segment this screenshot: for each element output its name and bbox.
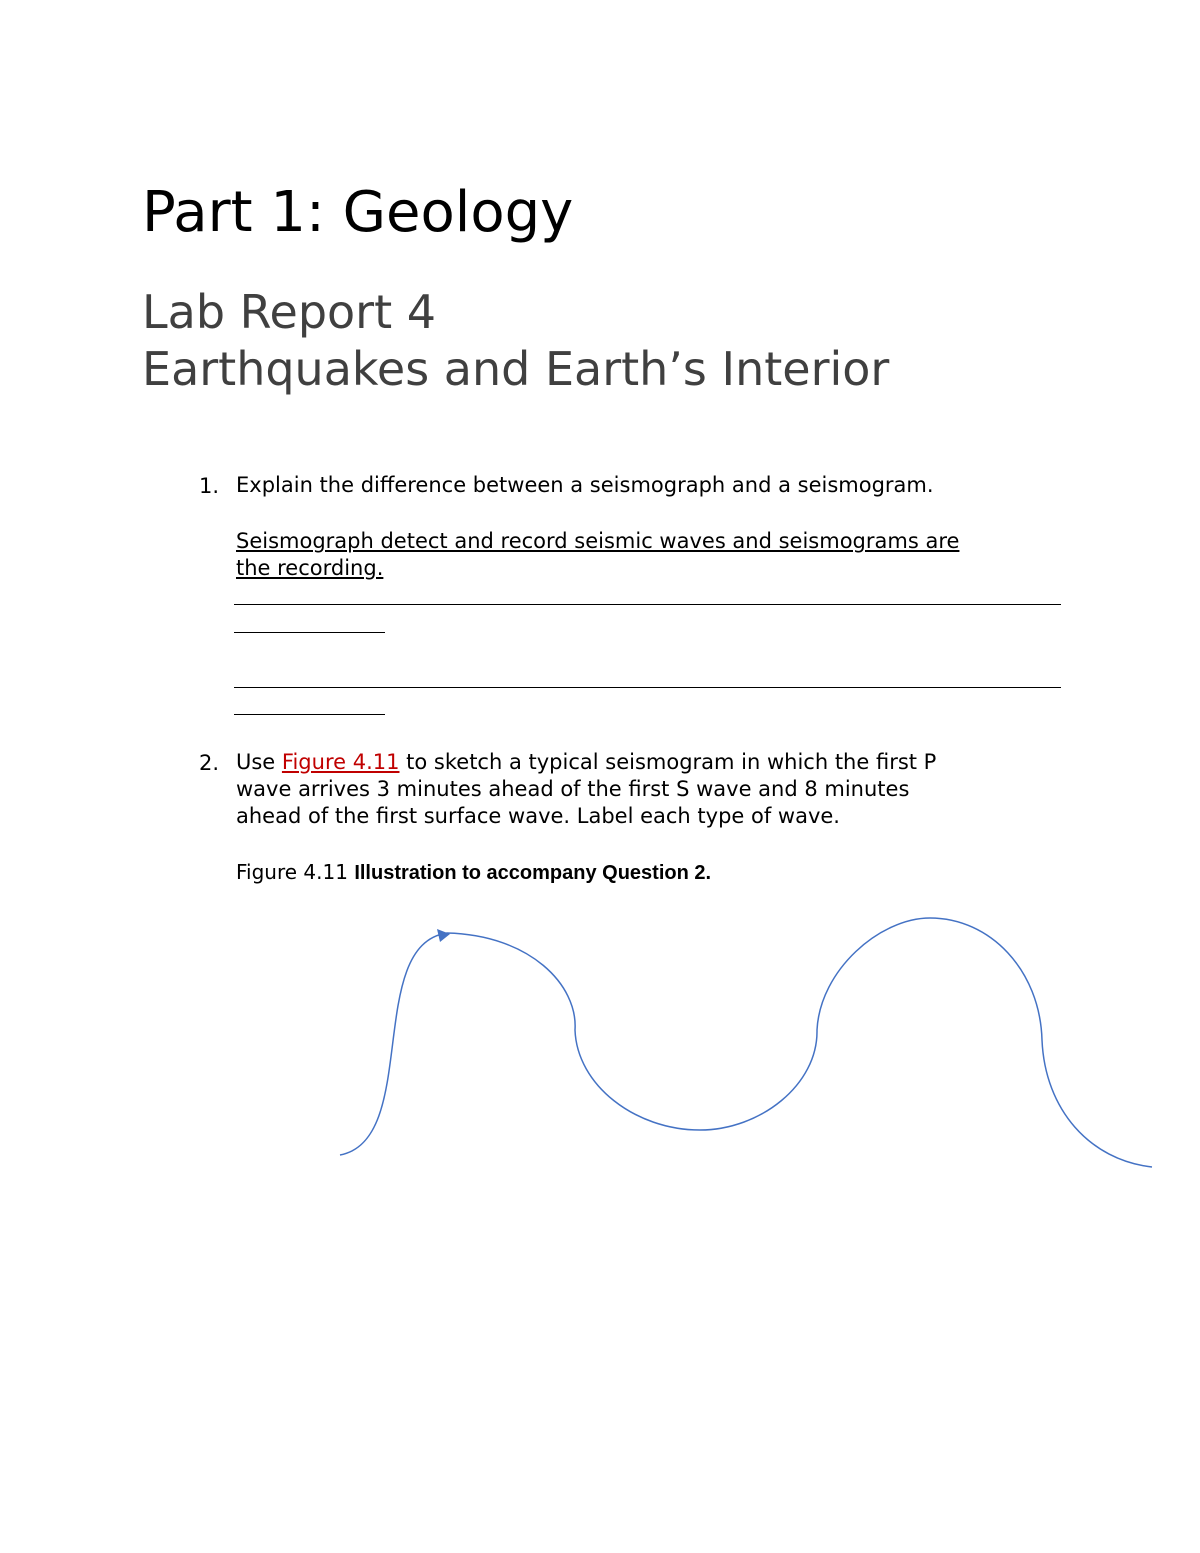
question-2-text-start: Use	[236, 750, 282, 774]
answer-1-line-1[interactable]: Seismograph detect and record seismic waves and seismograms are	[236, 529, 960, 553]
lab-topic: Earthquakes and Earth’s Interior	[142, 342, 890, 396]
answer-1-line-2[interactable]: the recording.	[236, 556, 384, 580]
question-2-text-line-3: ahead of the first surface wave. Label each type of wave.	[236, 804, 840, 828]
question-2-number: 2.	[199, 751, 220, 775]
figure-label: Figure 4.11	[236, 860, 355, 884]
question-1-text: Explain the difference between a seismograph and a seismogram.	[236, 473, 934, 497]
question-2-text-rest: to sketch a typical seismogram in which the first P	[399, 750, 937, 774]
arrowhead-icon	[437, 929, 450, 942]
figure-caption-text: Illustration to accompany Question 2.	[354, 862, 712, 884]
page-title: Part 1: Geology	[142, 180, 574, 245]
wave-curve	[340, 918, 1152, 1167]
question-1-number: 1.	[199, 474, 220, 498]
question-2-text-line-2: wave arrives 3 minutes ahead of the first S wave and 8 minutes	[236, 777, 910, 801]
lab-number: Lab Report 4	[142, 285, 437, 339]
figure-4-11-link[interactable]: Figure 4.11	[281, 750, 400, 774]
